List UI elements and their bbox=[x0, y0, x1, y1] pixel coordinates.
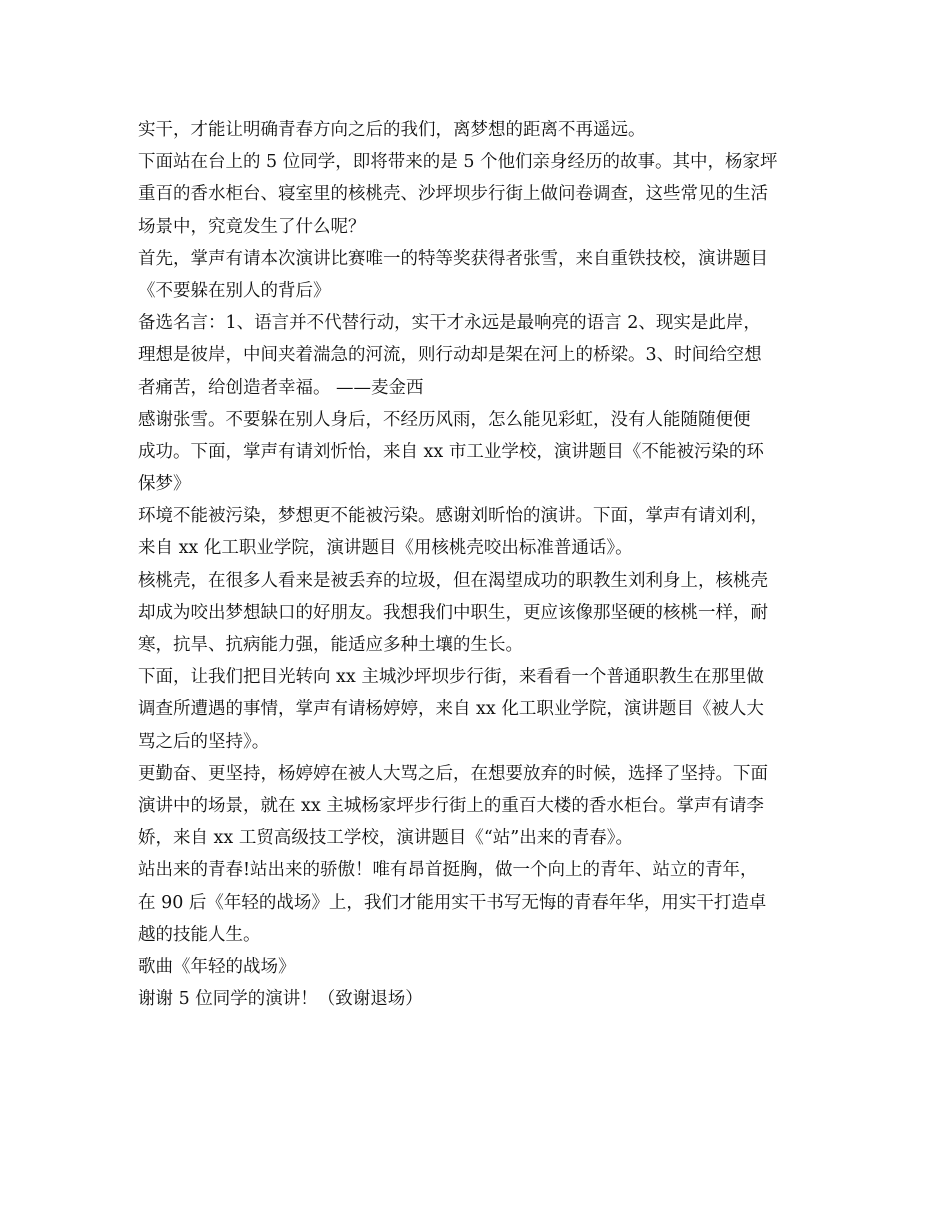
paragraph bbox=[138, 758, 818, 855]
text-line: 《不要躲在别人的背后》 bbox=[138, 280, 331, 301]
paragraph bbox=[138, 307, 818, 404]
text-line: 重百的香水柜台、寝室里的核桃壳、沙坪坝步行街上做问卷调查，这些常见的生活 bbox=[138, 184, 768, 205]
text-line: 演讲中的场景，就在 xx 主城杨家坪步行街上的重百大楼的香水柜台。掌声有请李 bbox=[138, 795, 764, 816]
paragraph bbox=[138, 951, 818, 983]
text-line: 下面站在台上的 5 位同学，即将带来的是 5 个他们亲身经历的故事。其中，杨家坪 bbox=[138, 152, 778, 173]
text-line: 越的技能人生。 bbox=[138, 924, 261, 945]
text-line: 歌曲《年轻的战场》 bbox=[138, 956, 296, 977]
text-line: 感谢张雪。不要躲在别人身后，不经历风雨，怎么能见彩虹，没有人能随随便便 bbox=[138, 409, 751, 430]
paragraph bbox=[138, 661, 818, 758]
text-line: 场景中，究竟发生了什么呢？ bbox=[138, 216, 366, 237]
text-line: 首先，掌声有请本次演讲比赛唯一的特等奖获得者张雪，来自重铁技校，演讲题目 bbox=[138, 248, 768, 269]
text-line: 站出来的青春!站出来的骄傲！唯有昂首挺胸，做一个向上的青年、站立的青年， bbox=[138, 860, 758, 881]
paragraph bbox=[138, 565, 818, 662]
paragraph bbox=[138, 243, 818, 307]
text-line: 者痛苦，给创造者幸福。 ——麦金西 bbox=[138, 377, 424, 398]
text-line: 保梦》 bbox=[138, 474, 191, 495]
text-line: 核桃壳，在很多人看来是被丢弃的垃圾，但在渴望成功的职教生刘利身上，核桃壳 bbox=[138, 570, 768, 591]
paragraph bbox=[138, 404, 818, 501]
document-body bbox=[138, 114, 818, 1015]
text-line: 下面，让我们把目光转向 xx 主城沙坪坝步行街，来看看一个普通职教生在那里做 bbox=[138, 667, 764, 688]
text-line: 环境不能被污染，梦想更不能被污染。感谢刘昕怡的演讲。下面，掌声有请刘利， bbox=[138, 506, 768, 527]
text-line: 备选名言：1、语言并不代替行动，实干才永远是最响亮的语言 2、现实是此岸， bbox=[138, 313, 761, 334]
text-line: 实干，才能让明确青春方向之后的我们，离梦想的距离不再遥远。 bbox=[138, 120, 646, 140]
text-line: 骂之后的坚持》。 bbox=[138, 731, 270, 752]
text-line: 成功。下面，掌声有请刘忻怡，来自 xx 市工业学校，演讲题目《不能被污染的环 bbox=[138, 441, 764, 462]
text-line: 调查所遭遇的事情，掌声有请杨婷婷，来自 xx 化工职业学院，演讲题目《被人大 bbox=[138, 699, 764, 720]
text-line: 在 90 后《年轻的战场》上，我们才能用实干书写无悔的青春年华，用实干打造卓 bbox=[138, 892, 767, 913]
text-line: 谢谢 5 位同学的演讲！（致谢退场） bbox=[138, 989, 423, 1010]
text-line: 更勤奋、更坚持，杨婷婷在被人大骂之后，在想要放弃的时候，选择了坚持。下面 bbox=[138, 763, 768, 784]
text-line: 娇，来自 xx 工贸高级技工学校，演讲题目《“站”出来的青春》。 bbox=[138, 828, 634, 849]
paragraph bbox=[138, 854, 818, 951]
text-line: 理想是彼岸，中间夹着湍急的河流，则行动却是架在河上的桥梁。3、时间给空想 bbox=[138, 345, 762, 366]
paragraph bbox=[138, 146, 818, 243]
text-line: 寒，抗旱、抗病能力强，能适应多种土壤的生长。 bbox=[138, 635, 523, 655]
paragraph bbox=[138, 114, 818, 146]
paragraph bbox=[138, 983, 818, 1015]
paragraph bbox=[138, 500, 818, 564]
text-line: 来自 xx 化工职业学院，演讲题目《用核桃壳咬出标准普通话》。 bbox=[138, 538, 633, 559]
text-line: 却成为咬出梦想缺口的好朋友。我想我们中职生，更应该像那坚硬的核桃一样，耐 bbox=[138, 602, 768, 623]
